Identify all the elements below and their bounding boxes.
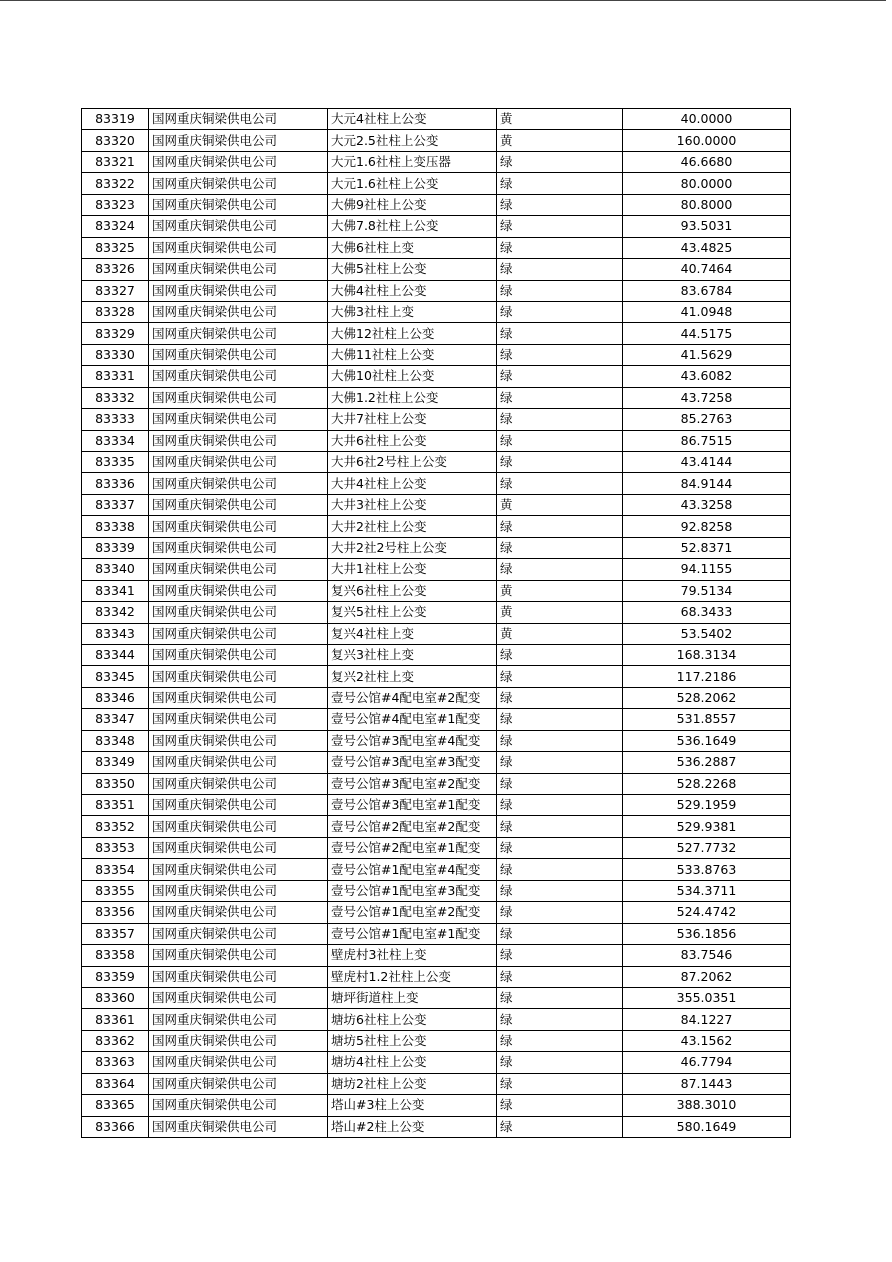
row-id-cell: 83326 — [82, 259, 149, 280]
table-row — [82, 130, 791, 151]
table-row — [82, 516, 791, 537]
company-cell: 国网重庆铜梁供电公司 — [149, 945, 328, 966]
row-id-cell: 83321 — [82, 151, 149, 172]
value-cell: 52.8371 — [623, 537, 791, 558]
table-row — [82, 987, 791, 1008]
value-cell: 117.2186 — [623, 666, 791, 687]
table-row — [82, 709, 791, 730]
value-cell: 534.3711 — [623, 880, 791, 901]
table-row — [82, 280, 791, 301]
value-cell: 529.1959 — [623, 795, 791, 816]
company-cell: 国网重庆铜梁供电公司 — [149, 966, 328, 987]
status-cell: 绿 — [497, 173, 623, 194]
row-id-cell: 83338 — [82, 516, 149, 537]
row-id-cell: 83345 — [82, 666, 149, 687]
row-id-cell: 83363 — [82, 1052, 149, 1073]
company-cell: 国网重庆铜梁供电公司 — [149, 773, 328, 794]
company-cell: 国网重庆铜梁供电公司 — [149, 301, 328, 322]
status-cell: 黄 — [497, 109, 623, 130]
value-cell: 53.5402 — [623, 623, 791, 644]
row-id-cell: 83353 — [82, 837, 149, 858]
status-cell: 绿 — [497, 837, 623, 858]
company-cell: 国网重庆铜梁供电公司 — [149, 280, 328, 301]
company-cell: 国网重庆铜梁供电公司 — [149, 173, 328, 194]
table-row — [82, 644, 791, 665]
company-cell: 国网重庆铜梁供电公司 — [149, 687, 328, 708]
transformer-name-cell: 大佛4社柱上公变 — [328, 280, 497, 301]
status-cell: 绿 — [497, 516, 623, 537]
transformer-name-cell: 壁虎村1.2社柱上公变 — [328, 966, 497, 987]
status-cell: 绿 — [497, 859, 623, 880]
company-cell: 国网重庆铜梁供电公司 — [149, 259, 328, 280]
company-cell: 国网重庆铜梁供电公司 — [149, 816, 328, 837]
transformer-name-cell: 大佛6社柱上变 — [328, 237, 497, 258]
value-cell: 84.9144 — [623, 473, 791, 494]
transformer-name-cell: 大佛1.2社柱上公变 — [328, 387, 497, 408]
row-id-cell: 83365 — [82, 1095, 149, 1116]
row-id-cell: 83334 — [82, 430, 149, 451]
value-cell: 46.6680 — [623, 151, 791, 172]
transformer-name-cell: 大佛7.8社柱上公变 — [328, 216, 497, 237]
transformer-name-cell: 大井6社2号柱上公变 — [328, 452, 497, 473]
status-cell: 绿 — [497, 237, 623, 258]
row-id-cell: 83361 — [82, 1009, 149, 1030]
table-row — [82, 966, 791, 987]
table-row — [82, 1030, 791, 1051]
company-cell: 国网重庆铜梁供电公司 — [149, 409, 328, 430]
table-row — [82, 1073, 791, 1094]
status-cell: 绿 — [497, 666, 623, 687]
table-row — [82, 216, 791, 237]
row-id-cell: 83340 — [82, 559, 149, 580]
table-row — [82, 151, 791, 172]
row-id-cell: 83344 — [82, 644, 149, 665]
status-cell: 绿 — [497, 280, 623, 301]
transformer-name-cell: 大井1社柱上公变 — [328, 559, 497, 580]
transformer-name-cell: 大井3社柱上公变 — [328, 494, 497, 515]
company-cell: 国网重庆铜梁供电公司 — [149, 323, 328, 344]
value-cell: 580.1649 — [623, 1116, 791, 1137]
company-cell: 国网重庆铜梁供电公司 — [149, 216, 328, 237]
transformer-name-cell: 大佛10社柱上公变 — [328, 366, 497, 387]
row-id-cell: 83348 — [82, 730, 149, 751]
value-cell: 160.0000 — [623, 130, 791, 151]
row-id-cell: 83364 — [82, 1073, 149, 1094]
transformer-name-cell: 大井7社柱上公变 — [328, 409, 497, 430]
company-cell: 国网重庆铜梁供电公司 — [149, 109, 328, 130]
row-id-cell: 83357 — [82, 923, 149, 944]
transformer-name-cell: 塘坊5社柱上公变 — [328, 1030, 497, 1051]
table-row — [82, 387, 791, 408]
row-id-cell: 83331 — [82, 366, 149, 387]
row-id-cell: 83362 — [82, 1030, 149, 1051]
row-id-cell: 83320 — [82, 130, 149, 151]
status-cell: 绿 — [497, 1009, 623, 1030]
value-cell: 43.4144 — [623, 452, 791, 473]
company-cell: 国网重庆铜梁供电公司 — [149, 644, 328, 665]
table-row — [82, 923, 791, 944]
status-cell: 黄 — [497, 130, 623, 151]
table-row — [82, 109, 791, 130]
row-id-cell: 83324 — [82, 216, 149, 237]
row-id-cell: 83332 — [82, 387, 149, 408]
row-id-cell: 83350 — [82, 773, 149, 794]
company-cell: 国网重庆铜梁供电公司 — [149, 666, 328, 687]
transformer-name-cell: 大元4社柱上公变 — [328, 109, 497, 130]
transformer-name-cell: 大佛11社柱上公变 — [328, 344, 497, 365]
transformer-name-cell: 壹号公馆#1配电室#2配变 — [328, 902, 497, 923]
table-row — [82, 580, 791, 601]
table-row — [82, 430, 791, 451]
status-cell: 绿 — [497, 1116, 623, 1137]
table-row — [82, 602, 791, 623]
company-cell: 国网重庆铜梁供电公司 — [149, 537, 328, 558]
transformer-name-cell: 大井4社柱上公变 — [328, 473, 497, 494]
value-cell: 94.1155 — [623, 559, 791, 580]
status-cell: 绿 — [497, 730, 623, 751]
table-row — [82, 194, 791, 215]
company-cell: 国网重庆铜梁供电公司 — [149, 623, 328, 644]
transformer-name-cell: 壹号公馆#3配电室#1配变 — [328, 795, 497, 816]
status-cell: 绿 — [497, 923, 623, 944]
value-cell: 355.0351 — [623, 987, 791, 1008]
status-cell: 绿 — [497, 752, 623, 773]
company-cell: 国网重庆铜梁供电公司 — [149, 366, 328, 387]
row-id-cell: 83333 — [82, 409, 149, 430]
status-cell: 绿 — [497, 259, 623, 280]
transformer-name-cell: 塘坊2社柱上公变 — [328, 1073, 497, 1094]
company-cell: 国网重庆铜梁供电公司 — [149, 602, 328, 623]
status-cell: 绿 — [497, 559, 623, 580]
table-row — [82, 730, 791, 751]
company-cell: 国网重庆铜梁供电公司 — [149, 859, 328, 880]
company-cell: 国网重庆铜梁供电公司 — [149, 902, 328, 923]
table-row — [82, 752, 791, 773]
table-row — [82, 773, 791, 794]
transformer-name-cell: 壹号公馆#2配电室#1配变 — [328, 837, 497, 858]
value-cell: 533.8763 — [623, 859, 791, 880]
transformer-name-cell: 大佛3社柱上变 — [328, 301, 497, 322]
status-cell: 绿 — [497, 344, 623, 365]
status-cell: 绿 — [497, 194, 623, 215]
value-cell: 536.2887 — [623, 752, 791, 773]
status-cell: 绿 — [497, 687, 623, 708]
table-row — [82, 323, 791, 344]
table-row — [82, 837, 791, 858]
status-cell: 绿 — [497, 709, 623, 730]
table-row — [82, 301, 791, 322]
table-row — [82, 494, 791, 515]
row-id-cell: 83346 — [82, 687, 149, 708]
table-row — [82, 902, 791, 923]
table-row — [82, 259, 791, 280]
transformer-name-cell: 大井2社柱上公变 — [328, 516, 497, 537]
company-cell: 国网重庆铜梁供电公司 — [149, 430, 328, 451]
value-cell: 168.3134 — [623, 644, 791, 665]
transformer-name-cell: 壹号公馆#3配电室#2配变 — [328, 773, 497, 794]
value-cell: 43.1562 — [623, 1030, 791, 1051]
transformer-name-cell: 复兴2社柱上变 — [328, 666, 497, 687]
status-cell: 绿 — [497, 1030, 623, 1051]
row-id-cell: 83354 — [82, 859, 149, 880]
row-id-cell: 83359 — [82, 966, 149, 987]
table-row — [82, 1009, 791, 1030]
transformer-name-cell: 壹号公馆#1配电室#1配变 — [328, 923, 497, 944]
transformer-name-cell: 壹号公馆#1配电室#3配变 — [328, 880, 497, 901]
row-id-cell: 83358 — [82, 945, 149, 966]
company-cell: 国网重庆铜梁供电公司 — [149, 1116, 328, 1137]
status-cell: 绿 — [497, 323, 623, 344]
value-cell: 528.2268 — [623, 773, 791, 794]
company-cell: 国网重庆铜梁供电公司 — [149, 237, 328, 258]
table-row — [82, 816, 791, 837]
company-cell: 国网重庆铜梁供电公司 — [149, 387, 328, 408]
table-row — [82, 366, 791, 387]
status-cell: 绿 — [497, 473, 623, 494]
table-row — [82, 1116, 791, 1137]
status-cell: 绿 — [497, 1095, 623, 1116]
company-cell: 国网重庆铜梁供电公司 — [149, 344, 328, 365]
transformer-table — [81, 108, 791, 1138]
value-cell: 68.3433 — [623, 602, 791, 623]
row-id-cell: 83327 — [82, 280, 149, 301]
row-id-cell: 83336 — [82, 473, 149, 494]
row-id-cell: 83339 — [82, 537, 149, 558]
table-row — [82, 537, 791, 558]
company-cell: 国网重庆铜梁供电公司 — [149, 1030, 328, 1051]
value-cell: 40.7464 — [623, 259, 791, 280]
value-cell: 80.8000 — [623, 194, 791, 215]
company-cell: 国网重庆铜梁供电公司 — [149, 837, 328, 858]
transformer-name-cell: 大元2.5社柱上公变 — [328, 130, 497, 151]
company-cell: 国网重庆铜梁供电公司 — [149, 987, 328, 1008]
value-cell: 87.2062 — [623, 966, 791, 987]
value-cell: 83.6784 — [623, 280, 791, 301]
company-cell: 国网重庆铜梁供电公司 — [149, 452, 328, 473]
value-cell: 84.1227 — [623, 1009, 791, 1030]
table-row — [82, 237, 791, 258]
table-row — [82, 880, 791, 901]
table-row — [82, 452, 791, 473]
value-cell: 536.1856 — [623, 923, 791, 944]
company-cell: 国网重庆铜梁供电公司 — [149, 473, 328, 494]
row-id-cell: 83356 — [82, 902, 149, 923]
transformer-name-cell: 大元1.6社柱上公变 — [328, 173, 497, 194]
status-cell: 绿 — [497, 795, 623, 816]
transformer-name-cell: 壹号公馆#1配电室#4配变 — [328, 859, 497, 880]
transformer-name-cell: 壹号公馆#3配电室#4配变 — [328, 730, 497, 751]
value-cell: 529.9381 — [623, 816, 791, 837]
table-row — [82, 1095, 791, 1116]
value-cell: 43.6082 — [623, 366, 791, 387]
page-top-border — [0, 0, 886, 1]
value-cell: 93.5031 — [623, 216, 791, 237]
table-row — [82, 859, 791, 880]
table-row — [82, 173, 791, 194]
value-cell: 531.8557 — [623, 709, 791, 730]
company-cell: 国网重庆铜梁供电公司 — [149, 130, 328, 151]
row-id-cell: 83342 — [82, 602, 149, 623]
status-cell: 绿 — [497, 987, 623, 1008]
status-cell: 绿 — [497, 1073, 623, 1094]
value-cell: 388.3010 — [623, 1095, 791, 1116]
status-cell: 绿 — [497, 430, 623, 451]
status-cell: 绿 — [497, 902, 623, 923]
row-id-cell: 83349 — [82, 752, 149, 773]
transformer-name-cell: 壹号公馆#2配电室#2配变 — [328, 816, 497, 837]
company-cell: 国网重庆铜梁供电公司 — [149, 880, 328, 901]
value-cell: 44.5175 — [623, 323, 791, 344]
transformer-name-cell: 大佛5社柱上公变 — [328, 259, 497, 280]
table-row — [82, 623, 791, 644]
company-cell: 国网重庆铜梁供电公司 — [149, 795, 328, 816]
status-cell: 绿 — [497, 151, 623, 172]
table-row — [82, 344, 791, 365]
transformer-name-cell: 壹号公馆#4配电室#1配变 — [328, 709, 497, 730]
transformer-name-cell: 复兴3社柱上变 — [328, 644, 497, 665]
row-id-cell: 83352 — [82, 816, 149, 837]
company-cell: 国网重庆铜梁供电公司 — [149, 1095, 328, 1116]
row-id-cell: 83325 — [82, 237, 149, 258]
company-cell: 国网重庆铜梁供电公司 — [149, 1052, 328, 1073]
status-cell: 绿 — [497, 452, 623, 473]
value-cell: 46.7794 — [623, 1052, 791, 1073]
company-cell: 国网重庆铜梁供电公司 — [149, 151, 328, 172]
status-cell: 黄 — [497, 580, 623, 601]
row-id-cell: 83351 — [82, 795, 149, 816]
status-cell: 黄 — [497, 623, 623, 644]
row-id-cell: 83341 — [82, 580, 149, 601]
row-id-cell: 83322 — [82, 173, 149, 194]
transformer-name-cell: 壁虎村3社柱上变 — [328, 945, 497, 966]
row-id-cell: 83337 — [82, 494, 149, 515]
table-body — [82, 109, 791, 1138]
value-cell: 80.0000 — [623, 173, 791, 194]
row-id-cell: 83329 — [82, 323, 149, 344]
row-id-cell: 83360 — [82, 987, 149, 1008]
status-cell: 黄 — [497, 494, 623, 515]
transformer-name-cell: 大井6社柱上公变 — [328, 430, 497, 451]
value-cell: 86.7515 — [623, 430, 791, 451]
row-id-cell: 83366 — [82, 1116, 149, 1137]
status-cell: 绿 — [497, 816, 623, 837]
transformer-name-cell: 复兴5社柱上公变 — [328, 602, 497, 623]
value-cell: 40.0000 — [623, 109, 791, 130]
company-cell: 国网重庆铜梁供电公司 — [149, 730, 328, 751]
row-id-cell: 83343 — [82, 623, 149, 644]
value-cell: 79.5134 — [623, 580, 791, 601]
table-row — [82, 945, 791, 966]
value-cell: 83.7546 — [623, 945, 791, 966]
value-cell: 528.2062 — [623, 687, 791, 708]
transformer-name-cell: 塘坊4社柱上公变 — [328, 1052, 497, 1073]
transformer-name-cell: 塘坪街道柱上变 — [328, 987, 497, 1008]
row-id-cell: 83347 — [82, 709, 149, 730]
row-id-cell: 83323 — [82, 194, 149, 215]
transformer-name-cell: 塔山#3柱上公变 — [328, 1095, 497, 1116]
status-cell: 绿 — [497, 880, 623, 901]
transformer-name-cell: 复兴6社柱上公变 — [328, 580, 497, 601]
company-cell: 国网重庆铜梁供电公司 — [149, 923, 328, 944]
status-cell: 绿 — [497, 387, 623, 408]
value-cell: 85.2763 — [623, 409, 791, 430]
row-id-cell: 83330 — [82, 344, 149, 365]
table-row — [82, 409, 791, 430]
value-cell: 41.0948 — [623, 301, 791, 322]
status-cell: 绿 — [497, 409, 623, 430]
company-cell: 国网重庆铜梁供电公司 — [149, 1009, 328, 1030]
transformer-name-cell: 塔山#2柱上公变 — [328, 1116, 497, 1137]
transformer-name-cell: 大元1.6社柱上变压器 — [328, 151, 497, 172]
status-cell: 绿 — [497, 1052, 623, 1073]
transformer-name-cell: 壹号公馆#3配电室#3配变 — [328, 752, 497, 773]
value-cell: 43.7258 — [623, 387, 791, 408]
status-cell: 绿 — [497, 945, 623, 966]
value-cell: 43.4825 — [623, 237, 791, 258]
table-row — [82, 666, 791, 687]
table-row — [82, 795, 791, 816]
company-cell: 国网重庆铜梁供电公司 — [149, 559, 328, 580]
table-row — [82, 687, 791, 708]
value-cell: 92.8258 — [623, 516, 791, 537]
status-cell: 黄 — [497, 602, 623, 623]
company-cell: 国网重庆铜梁供电公司 — [149, 494, 328, 515]
status-cell: 绿 — [497, 216, 623, 237]
value-cell: 43.3258 — [623, 494, 791, 515]
transformer-name-cell: 大佛12社柱上公变 — [328, 323, 497, 344]
company-cell: 国网重庆铜梁供电公司 — [149, 580, 328, 601]
transformer-name-cell: 大井2社2号柱上公变 — [328, 537, 497, 558]
value-cell: 527.7732 — [623, 837, 791, 858]
status-cell: 绿 — [497, 537, 623, 558]
row-id-cell: 83328 — [82, 301, 149, 322]
row-id-cell: 83335 — [82, 452, 149, 473]
row-id-cell: 83319 — [82, 109, 149, 130]
transformer-name-cell: 塘坊6社柱上公变 — [328, 1009, 497, 1030]
value-cell: 524.4742 — [623, 902, 791, 923]
company-cell: 国网重庆铜梁供电公司 — [149, 752, 328, 773]
company-cell: 国网重庆铜梁供电公司 — [149, 709, 328, 730]
company-cell: 国网重庆铜梁供电公司 — [149, 194, 328, 215]
status-cell: 绿 — [497, 644, 623, 665]
company-cell: 国网重庆铜梁供电公司 — [149, 516, 328, 537]
transformer-name-cell: 复兴4社柱上变 — [328, 623, 497, 644]
value-cell: 536.1649 — [623, 730, 791, 751]
table-row — [82, 559, 791, 580]
status-cell: 绿 — [497, 966, 623, 987]
value-cell: 41.5629 — [623, 344, 791, 365]
table-row — [82, 1052, 791, 1073]
status-cell: 绿 — [497, 773, 623, 794]
company-cell: 国网重庆铜梁供电公司 — [149, 1073, 328, 1094]
table-row — [82, 473, 791, 494]
transformer-name-cell: 壹号公馆#4配电室#2配变 — [328, 687, 497, 708]
status-cell: 绿 — [497, 366, 623, 387]
status-cell: 绿 — [497, 301, 623, 322]
row-id-cell: 83355 — [82, 880, 149, 901]
value-cell: 87.1443 — [623, 1073, 791, 1094]
transformer-name-cell: 大佛9社柱上公变 — [328, 194, 497, 215]
